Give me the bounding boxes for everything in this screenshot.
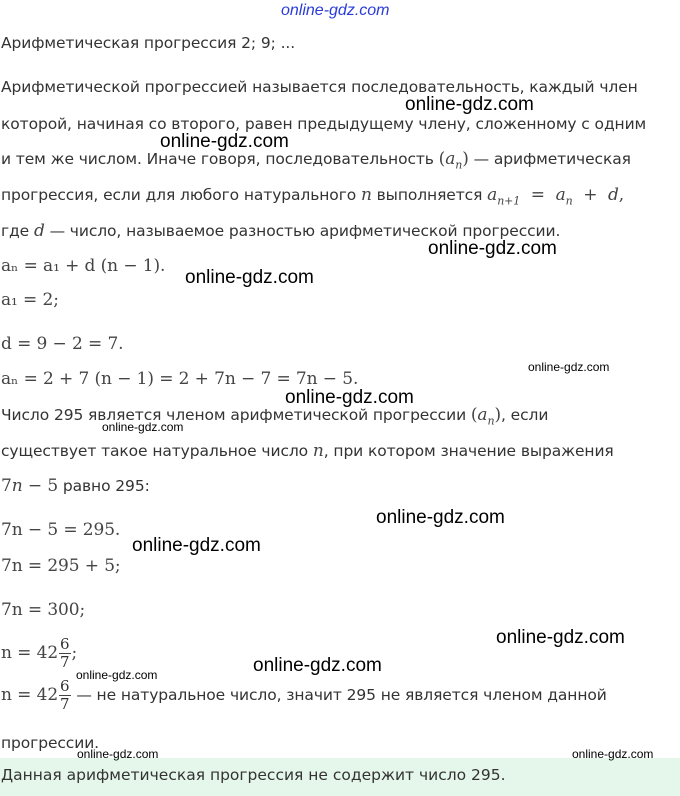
nth-term-formula: aₙ = 2 + 7 (n − 1) = 2 + 7n − 7 = 7n − 5. bbox=[1, 369, 359, 389]
watermark: online-gdz.com bbox=[376, 507, 505, 528]
variable-d: d bbox=[33, 221, 45, 241]
equation-4-prefix: n = 42 bbox=[1, 643, 59, 663]
watermark: online-gdz.com bbox=[285, 387, 414, 408]
watermark: online-gdz.com bbox=[132, 535, 261, 556]
conclusion-text: Данная арифметическая прогрессия не содержит число 295. bbox=[1, 766, 506, 784]
general-formula: aₙ = a₁ + d (n − 1). bbox=[1, 256, 166, 276]
watermark: online-gdz.com bbox=[77, 747, 159, 761]
definition-line-2: которой, начиная со второго, равен предыдущему члену, сложенному с одним bbox=[1, 115, 647, 133]
equation-5-continuation: прогрессии. bbox=[1, 734, 99, 752]
condition-line-3 bbox=[1, 476, 150, 496]
condition-line-1 bbox=[1, 405, 548, 427]
definition-line-1: Арифметической прогрессией называется последовательность, каждый член bbox=[1, 78, 638, 96]
header-watermark: online-gdz.com bbox=[281, 2, 390, 19]
definition-line-5b: — число, называемое разностью арифметической прогрессии. bbox=[49, 222, 561, 240]
watermark: online-gdz.com bbox=[185, 267, 314, 288]
sequence-symbol-2: $(a_n)$ bbox=[470, 405, 502, 428]
equation-2: 7n = 295 + 5; bbox=[1, 556, 121, 576]
page-title bbox=[1, 34, 295, 52]
variable-n-2: n bbox=[312, 441, 324, 461]
equation-1: 7n − 5 = 295. bbox=[1, 520, 121, 540]
condition-line-1b: , если bbox=[501, 406, 549, 424]
equation-4-suffix: ; bbox=[71, 643, 78, 663]
difference: d = 9 − 2 = 7. bbox=[1, 334, 124, 354]
equation-5 bbox=[1, 678, 607, 713]
first-term: a₁ = 2; bbox=[1, 290, 59, 310]
definition-line-4 bbox=[1, 185, 624, 207]
equation-5-text: — не натуральное число, значит 295 не является членом данной bbox=[76, 686, 607, 704]
watermark: online-gdz.com bbox=[405, 94, 534, 115]
watermark: online-gdz.com bbox=[496, 627, 625, 648]
definition-line-3 bbox=[1, 149, 631, 171]
definition-line-5a: где bbox=[1, 222, 30, 240]
watermark: online-gdz.com bbox=[76, 668, 158, 682]
sequence-symbol: $(a_n)$ bbox=[438, 149, 469, 172]
fraction-6-7: $\frac{6}{7}$ bbox=[60, 635, 70, 671]
variable-n: n bbox=[360, 185, 372, 205]
condition-line-1a: Число 295 является членом арифметической прогрессии bbox=[1, 406, 467, 424]
watermark: online-gdz.com bbox=[253, 655, 382, 676]
definition-line-4b: выполняется bbox=[376, 186, 483, 204]
condition-line-2a: существует такое натуральное число bbox=[1, 442, 309, 460]
definition-line-3b: — арифметическая bbox=[473, 150, 631, 168]
equation-4 bbox=[1, 636, 77, 671]
watermark: online-gdz.com bbox=[160, 131, 289, 152]
expression-7n-5: 7n − 5 bbox=[1, 476, 59, 496]
condition-line-3b: равно 295: bbox=[62, 477, 150, 495]
condition-line-2b: , при котором значение выражения bbox=[323, 442, 614, 460]
watermark: online-gdz.com bbox=[102, 420, 184, 434]
watermark: online-gdz.com bbox=[528, 360, 610, 374]
conclusion-box bbox=[0, 758, 680, 796]
fraction-6-7-2: $\frac{6}{7}$ bbox=[60, 677, 70, 713]
title-text: Арифметическая прогрессия 2; 9; ... bbox=[1, 34, 296, 52]
definition-line-4a: прогрессия, если для любого натурального bbox=[1, 186, 357, 204]
equation-5-prefix: n = 42 bbox=[1, 685, 59, 705]
watermark: online-gdz.com bbox=[572, 747, 654, 761]
definition-line-3a: и тем же числом. Иначе говоря, последовательность bbox=[1, 150, 434, 168]
watermark: online-gdz.com bbox=[428, 238, 557, 259]
recurrence-formula: $a_{n+1} = a_n + d$, bbox=[487, 185, 625, 208]
condition-line-2 bbox=[1, 441, 614, 461]
equation-3: 7n = 300; bbox=[1, 600, 86, 620]
